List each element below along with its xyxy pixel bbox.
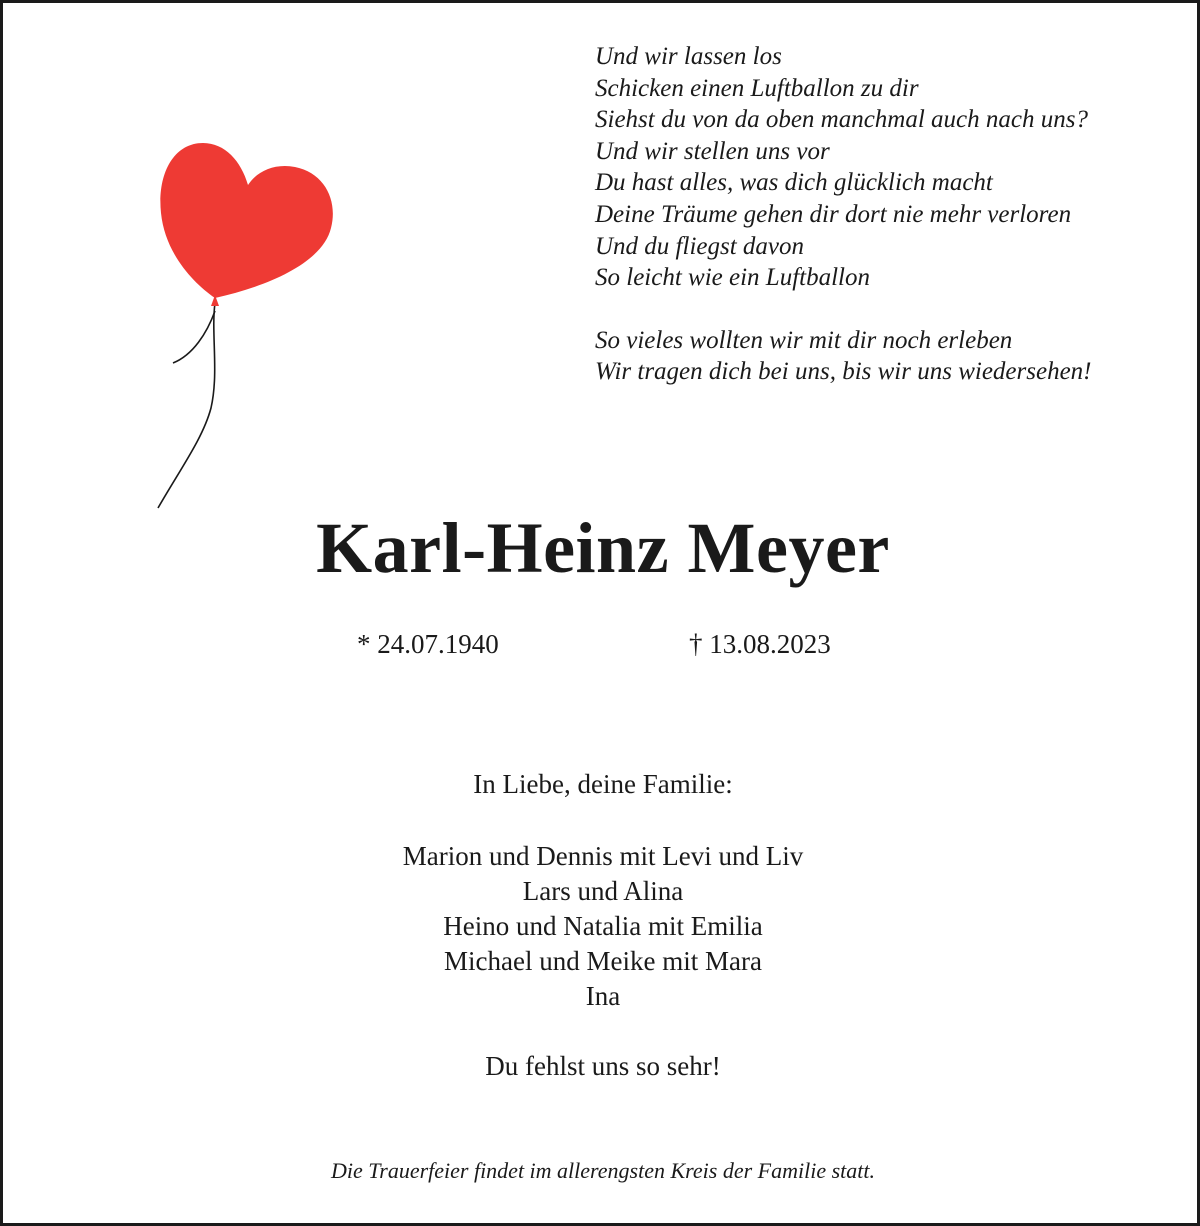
poem-line: Wir tragen dich bei uns, bis wir uns wiedersehen! (595, 358, 1092, 386)
poem-stanza-2 (595, 325, 1185, 388)
family-names (3, 839, 1200, 1014)
poem-line: Schicken einen Luftballon zu dir (595, 74, 919, 102)
poem-line: Und wir lassen los (595, 43, 782, 70)
death-date: † 13.08.2023 (689, 629, 831, 659)
balloon-heart (160, 143, 332, 298)
heart-balloon-icon (153, 133, 343, 513)
poem (595, 41, 1185, 388)
balloon-string-branch (173, 311, 215, 363)
poem-line: Und wir stellen uns vor (595, 137, 830, 165)
closing-line: Du fehlst uns so sehr! (485, 1051, 721, 1081)
family-member: Marion und Dennis mit Levi und Liv (402, 841, 804, 871)
birth-date: * 24.07.1940 (357, 629, 499, 659)
family-member: Lars und Alina (522, 876, 684, 906)
family-member: Michael und Meike mit Mara (444, 946, 762, 976)
poem-line: Und du fliegst davon (595, 232, 805, 260)
poem-stanza-1 (595, 41, 1185, 294)
deceased-name: Karl-Heinz Meyer (316, 508, 890, 588)
balloon-string (158, 303, 215, 508)
poem-line: So vieles wollten wir mit dir noch erleben (595, 326, 1013, 354)
poem-line: Deine Träume gehen dir dort nie mehr verloren (595, 200, 1072, 228)
family-member: Heino und Natalia mit Emilia (443, 911, 763, 941)
poem-line: Du hast alles, was dich glücklich macht (595, 169, 993, 197)
poem-line: Siehst du von da oben manchmal auch nach uns? (595, 106, 1088, 134)
funeral-note: Die Trauerfeier findet im allerengsten Kreis der Familie statt. (330, 1158, 876, 1183)
family-intro: In Liebe, deine Familie: (473, 769, 733, 799)
family-member: Ina (585, 981, 621, 1011)
poem-line: So leicht wie ein Luftballon (595, 264, 870, 292)
